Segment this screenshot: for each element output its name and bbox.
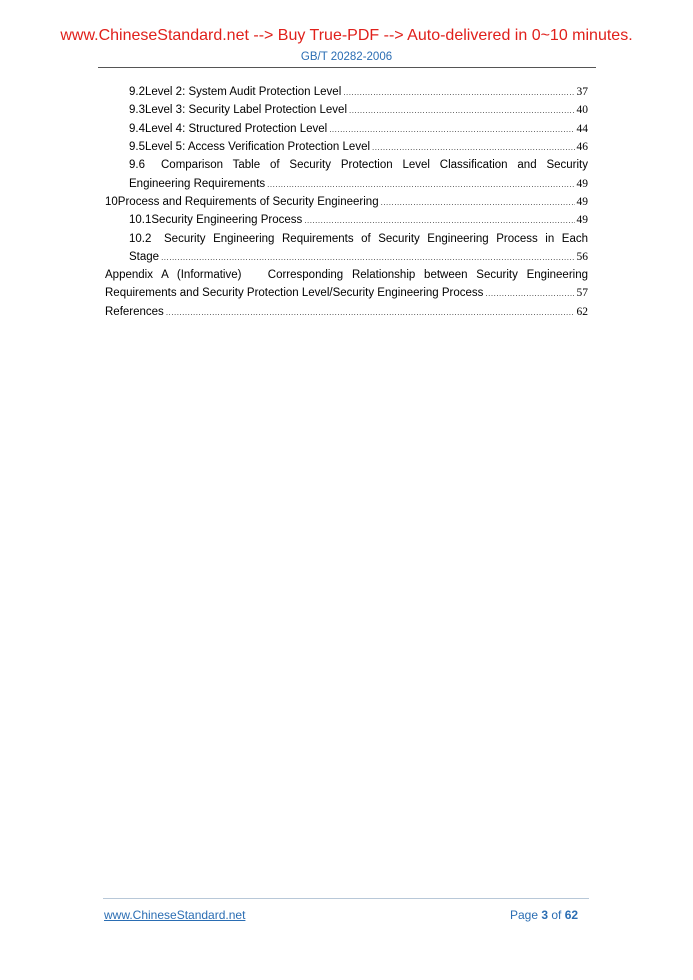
toc-leader (372, 140, 574, 156)
total-page-count: 62 (564, 908, 579, 922)
toc-entry-page: 46 (576, 141, 588, 153)
current-page-number: 3 (541, 908, 549, 922)
page-prefix: Page (510, 908, 542, 922)
toc-leader (304, 213, 574, 229)
toc-entry-number: 10.1 (129, 214, 152, 226)
document-number: GB/T 20282-2006 (300, 51, 393, 63)
toc-leader (343, 85, 574, 101)
toc-leader (349, 103, 574, 119)
footer-site-link[interactable]: www.ChineseStandard.net (104, 908, 246, 922)
toc-leader (381, 195, 575, 211)
toc-entry-title: Process and Requirements of Security Engineering (117, 196, 379, 208)
toc-entry-title: Level 2: System Audit Protection Level (145, 86, 342, 98)
toc-leader (166, 305, 575, 321)
toc-entry-title: Comparison Table of Security Protection Level Classification and Security (161, 159, 588, 171)
toc-entry-number: 9.5 (129, 141, 145, 153)
toc-entry-9-6-cont[interactable] (129, 176, 588, 192)
toc-entry-title: Security Engineering Requirements of Security Engineering Process in Each (164, 233, 588, 245)
toc-entry-page: 49 (576, 196, 588, 208)
toc-entry-number: 10 (105, 196, 118, 208)
toc-leader (485, 286, 574, 302)
toc-entry-page: 56 (576, 251, 588, 263)
toc-entry-page: 37 (576, 86, 588, 98)
toc-entry-number: 9.2 (129, 86, 145, 98)
toc-entry-9-6[interactable] (129, 157, 588, 173)
toc-entry-page: 49 (576, 178, 588, 190)
footer-divider (103, 898, 589, 899)
toc-entry-10[interactable] (105, 194, 588, 210)
toc-entry-title: Appendix A (Informative) Corresponding Relationship between Security Engineering (105, 269, 588, 281)
toc-entry-9-4[interactable] (129, 121, 588, 137)
toc-entry-title: Stage (129, 251, 160, 263)
toc-entry-page: 44 (576, 123, 588, 135)
header-divider (98, 67, 596, 68)
toc-leader (267, 177, 574, 193)
toc-leader (161, 250, 574, 266)
toc-entry-10-2[interactable] (129, 231, 588, 247)
page-indicator (510, 908, 578, 922)
toc-entry-number: 9.3 (129, 104, 145, 116)
toc-entry-page: 49 (576, 214, 588, 226)
toc-entry-title: Engineering Requirements (129, 178, 266, 190)
toc-entry-10-2-cont[interactable] (129, 249, 588, 265)
toc-entry-9-3[interactable] (129, 102, 588, 118)
toc-entry-appendix-a[interactable] (105, 267, 588, 283)
toc-entry-title: Requirements and Security Protection Level/Security Engineering Process (105, 287, 484, 299)
toc-entry-title: Level 4: Structured Protection Level (145, 123, 328, 135)
toc-entry-page: 57 (576, 287, 588, 299)
toc-entry-title: References (105, 306, 164, 318)
toc-entry-page: 40 (576, 104, 588, 116)
toc-entry-title: Level 3: Security Label Protection Level (145, 104, 348, 116)
toc-entry-10-1[interactable] (129, 212, 588, 228)
toc-entry-title: Security Engineering Process (151, 214, 303, 226)
toc-entry-number: 10.2 (129, 233, 152, 245)
toc-entry-references[interactable] (105, 304, 588, 320)
toc-entry-9-2[interactable] (129, 84, 588, 100)
toc-entry-appendix-a-cont[interactable] (105, 285, 588, 301)
toc-entry-page: 62 (576, 306, 588, 318)
toc-entry-number: 9.4 (129, 123, 145, 135)
page-of: of (548, 908, 565, 922)
toc-entry-title: Level 5: Access Verification Protection Level (145, 141, 371, 153)
toc-entry-9-5[interactable] (129, 139, 588, 155)
toc-leader (329, 122, 574, 138)
promo-banner[interactable]: www.ChineseStandard.net --> Buy True-PDF --> Auto-delivered in 0~10 minutes. (60, 27, 633, 44)
toc-entry-number: 9.6 (129, 159, 145, 171)
